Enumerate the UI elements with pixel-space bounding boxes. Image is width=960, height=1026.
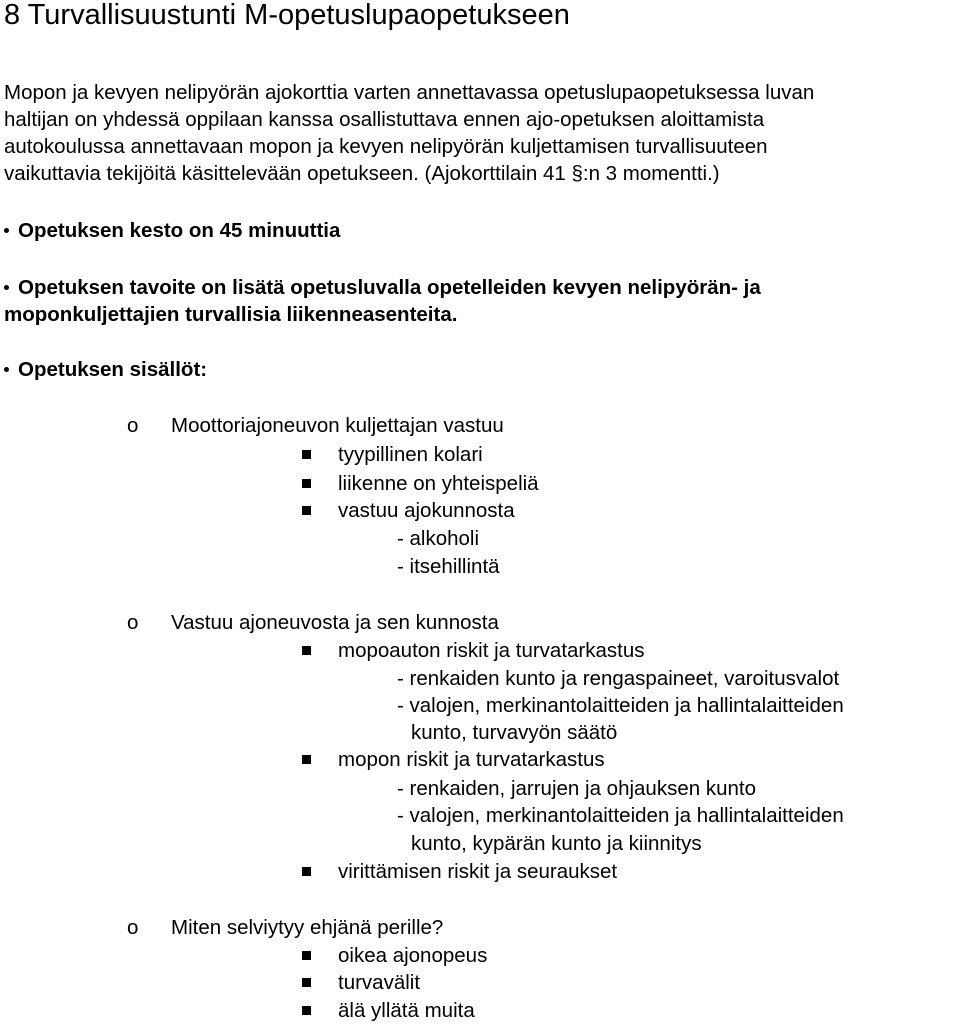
list-item: älä yllätä muita xyxy=(338,999,475,1022)
bullet-duration-text: Opetuksen kesto on 45 minuuttia xyxy=(18,219,341,242)
list-item: turvavälit xyxy=(338,971,421,994)
sub-list-item: kunto, turvavyön säätö xyxy=(411,721,618,744)
sub-list-item: - itsehillintä xyxy=(397,555,500,578)
section-marker: o xyxy=(127,414,139,437)
square-bullet-icon xyxy=(302,867,311,876)
sub-list-item: - renkaiden kunto ja rengaspaineet, varoitusvalot xyxy=(397,667,840,690)
sub-list-item: - alkoholi xyxy=(397,527,480,550)
bullet-contents-text: Opetuksen sisällöt: xyxy=(18,358,208,381)
sub-list-item: - renkaiden, jarrujen ja ohjauksen kunto xyxy=(397,777,756,800)
bullet-contents xyxy=(4,356,207,383)
bullet-duration xyxy=(4,217,340,244)
square-bullet-icon xyxy=(302,1006,311,1015)
intro-line-4: vaikuttavia tekijöitä käsittelevään opetukseen. (Ajokorttilain 41 §:n 3 momentti.) xyxy=(4,162,720,185)
list-item: virittämisen riskit ja seuraukset xyxy=(338,860,618,883)
bullet-dot-icon xyxy=(4,228,9,233)
bullet-dot-icon xyxy=(4,285,9,290)
sub-list-item: kunto, kypärän kunto ja kiinnitys xyxy=(411,832,702,855)
page-title: 8 Turvallisuustunti M-opetuslupaopetukseen xyxy=(4,0,570,31)
bullet-goal-text-2: moponkuljettajien turvallisia liikenneasenteita. xyxy=(4,303,458,326)
list-item: oikea ajonopeus xyxy=(338,944,488,967)
intro-line-3: autokoulussa annettavaan mopon ja kevyen nelipyörän kuljettamisen turvallisuuteen xyxy=(4,135,768,158)
square-bullet-icon xyxy=(302,978,311,987)
section-heading-2: Vastuu ajoneuvosta ja sen kunnosta xyxy=(171,611,499,634)
section-heading-1: Moottoriajoneuvon kuljettajan vastuu xyxy=(171,414,504,437)
bullet-goal xyxy=(4,274,761,301)
bullet-goal-text-1: Opetuksen tavoite on lisätä opetusluvalla opetelleiden kevyen nelipyörän- ja xyxy=(18,276,761,299)
intro-line-1: Mopon ja kevyen nelipyörän ajokorttia varten annettavassa opetuslupaopetuksessa luvan xyxy=(4,81,815,104)
section-heading-3: Miten selviytyy ehjänä perille? xyxy=(171,916,444,939)
square-bullet-icon xyxy=(302,951,311,960)
square-bullet-icon xyxy=(302,506,311,515)
sub-list-item: - valojen, merkinantolaitteiden ja hallintalaitteiden xyxy=(397,694,844,717)
square-bullet-icon xyxy=(302,755,311,764)
list-item: mopon riskit ja turvatarkastus xyxy=(338,748,605,771)
bullet-dot-icon xyxy=(4,367,9,372)
sub-list-item: - valojen, merkinantolaitteiden ja hallintalaitteiden xyxy=(397,804,844,827)
square-bullet-icon xyxy=(302,450,311,459)
section-marker: o xyxy=(127,611,139,634)
intro-line-2: haltijan on yhdessä oppilaan kanssa osallistuttava ennen ajo-opetuksen aloittamista xyxy=(4,108,765,131)
list-item: liikenne on yhteispeliä xyxy=(338,472,539,495)
list-item: tyypillinen kolari xyxy=(338,443,483,466)
list-item: vastuu ajokunnosta xyxy=(338,499,515,522)
list-item: mopoauton riskit ja turvatarkastus xyxy=(338,639,645,662)
square-bullet-icon xyxy=(302,479,311,488)
section-marker: o xyxy=(127,916,139,939)
square-bullet-icon xyxy=(302,646,311,655)
